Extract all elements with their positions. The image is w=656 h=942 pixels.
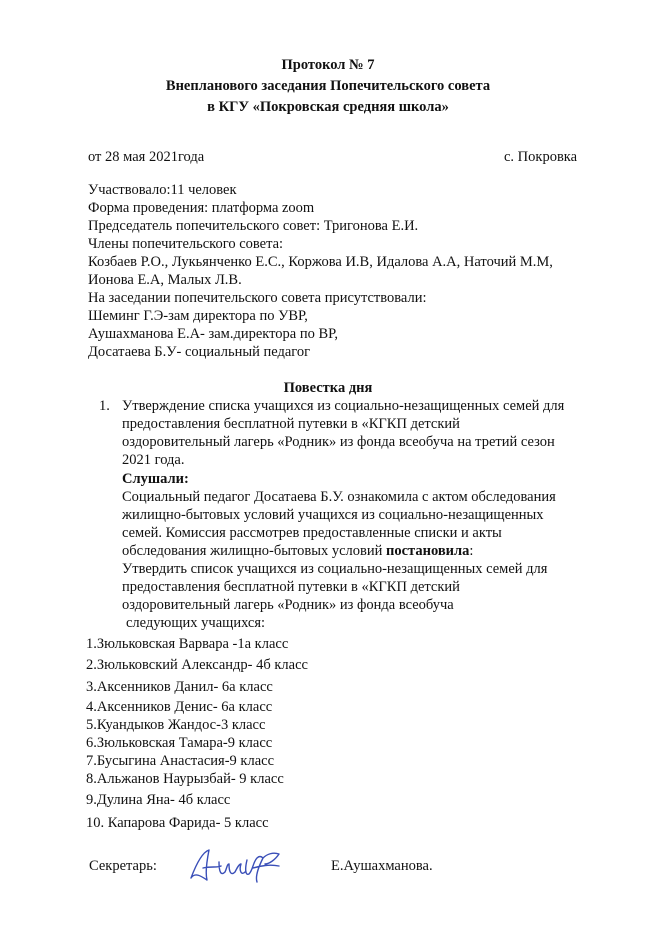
present-label: На заседании попечительского совета присутствовали: — [88, 290, 427, 306]
chairman: Председатель попечительского совет: Тригонова Е.И. — [88, 218, 419, 234]
student-item: 1.Зюльковская Варвара -1а класс — [86, 636, 289, 652]
agenda-item-line: Утверждение списка учащихся из социально-незащищенных семей для — [122, 398, 565, 414]
student-item: 3.Аксенников Данил- 6а класс — [86, 679, 273, 695]
heard-label: Слушали: — [122, 471, 189, 487]
members-line-2: Ионова Е.А, Малых Л.В. — [88, 272, 242, 288]
decision-line: оздоровительный лагерь «Родник» из фонда всеобуча — [122, 597, 454, 613]
protocol-school: в КГУ «Покровская средняя школа» — [207, 99, 449, 115]
present-line-1: Шеминг Г.Э-зам директора по УВР, — [88, 308, 308, 324]
participants-count: Участвовало:11 человек — [88, 182, 237, 198]
decision-line: следующих учащихся: — [126, 615, 266, 631]
decided-prefix: обследования жилищно-бытовых условий — [122, 543, 386, 559]
meeting-format: Форма проведения: платформа zoom — [88, 200, 315, 216]
agenda-item-line: предоставления бесплатной путевки в «КГКП детский — [122, 416, 460, 432]
decided-line — [122, 543, 473, 560]
student-item: 9.Дулина Яна- 4б класс — [86, 792, 231, 808]
student-item: 7.Бусыгина Анастасия-9 класс — [86, 753, 275, 769]
members-label: Члены попечительского совета: — [88, 236, 284, 252]
student-item: 6.Зюльковская Тамара-9 класс — [86, 735, 273, 751]
signature-icon — [183, 842, 293, 892]
agenda-title: Повестка дня — [283, 380, 373, 396]
heard-line: жилищно-бытовых условий учащихся из социально-незащищенных — [122, 507, 544, 523]
members-line-1: Козбаев Р.О., Лукьянченко Е.С., Коржова И.В, Идалова А.А, Наточий М.М, — [88, 254, 553, 270]
student-item: 8.Альжанов Наурызбай- 9 класс — [86, 771, 284, 787]
heard-line: семей. Комиссия рассмотрев предоставленные списки и акты — [122, 525, 502, 541]
present-line-3: Досатаева Б.У- социальный педагог — [88, 344, 311, 360]
secretary-name: Е.Аушахманова. — [331, 858, 433, 874]
decided-word: постановила — [386, 543, 470, 559]
student-item: 5.Куандыков Жандос-3 класс — [86, 717, 266, 733]
student-item: 4.Аксенников Денис- 6а класс — [86, 699, 273, 715]
secretary-label: Секретарь: — [89, 858, 157, 874]
decision-line: Утвердить список учащихся из социально-незащищенных семей для — [122, 561, 548, 577]
decided-suffix: : — [469, 543, 474, 559]
agenda-item-number: 1. — [99, 398, 110, 414]
heard-line: Социальный педагог Досатаева Б.У. ознакомила с актом обследования — [122, 489, 556, 505]
meeting-date: от 28 мая 2021года — [88, 149, 205, 165]
protocol-subtitle: Внепланового заседания Попечительского совета — [165, 78, 491, 94]
student-item: 2.Зюльковский Александр- 4б класс — [86, 657, 308, 673]
student-item: 10. Капарова Фарида- 5 класс — [86, 815, 269, 831]
decision-line: предоставления бесплатной путевки в «КГКП детский — [122, 579, 460, 595]
protocol-title: Протокол № 7 — [281, 57, 375, 73]
agenda-item-line: 2021 года. — [122, 452, 185, 468]
present-line-2: Аушахманова Е.А- зам.директора по ВР, — [88, 326, 339, 342]
agenda-item-line: оздоровительный лагерь «Родник» из фонда всеобуча на третий сезон — [122, 434, 555, 450]
meeting-place: с. Покровка — [504, 149, 578, 165]
